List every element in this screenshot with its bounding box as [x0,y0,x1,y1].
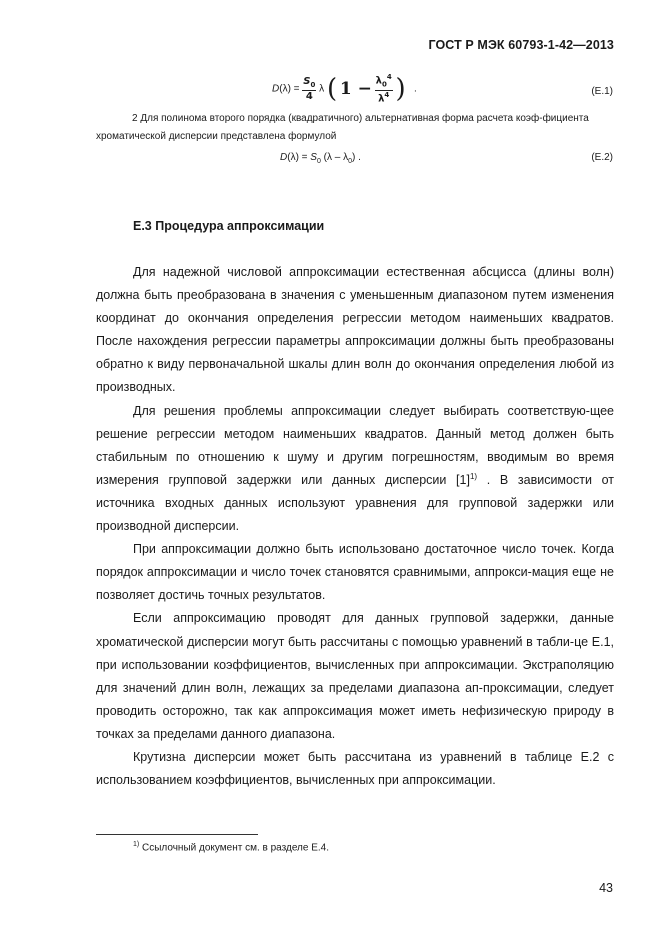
formula-e1-period: . [414,83,417,95]
body-text [96,261,614,792]
footnote-text: Ссылочный документ см. в разделе Е.4. [139,842,330,854]
paragraph-2: Для решения проблемы аппроксимации следует выбирать соответствую-щее решение регрессии методом наименьших квадратов. Данный метод должен быть стабильным по отношению к шуму и другим погрешностям, вводимым во время измерения групповой задержки или данных дисперсии $[1]^{1)}$ . В зависимости от источника входных данных используют уравнения для групповой задержки или производной дисперсии. [96,403,614,534]
formula-e1-right-paren: ) [395,74,406,104]
formula-e1-coefficient: $\frac{S_0}{4}$ [303,75,316,102]
footnote-mark: 1) [133,841,140,848]
page-number: 43 [599,881,613,895]
formula-e1-lambda: λ [319,83,325,95]
paragraph-4: Если аппроксимацию проводят для данных групповой задержки, данные хроматической дисперсии могут быть рассчитаны с помощью уравнений в табли-це Е.1, при использовании коэффициентов, вычисленных при аппроксимации. Экстраполяцию для значений длин волн, лежащих за пределами диапазона ап-проксимации, следует проводить осторожно, так как аппроксимация может иметь нефизическую природу в точках за пределами данного диапазона. [96,611,614,741]
section-title: Е.3 Процедура аппроксимации [133,219,325,233]
paragraph-3: При аппроксимации должно быть использовано достаточное число точек. Когда порядок аппроксимации и число точек становятся сравнимыми, аппрокси-мация еще не позволяет достичь точных результатов. [96,542,614,603]
footnote-reference: 1) [469,471,478,481]
paragraph-1: Для надежной числовой аппроксимации естественная абсцисса (длины волн) должна быть преобразована в значения с уменьшенным диапазоном путем изменения координат до окончания определения регрессии методом наименьших квадратов. После нахождения регрессии параметры аппроксимации должны быть преобразованы обратно к виду первоначальной шкалы длин волн до окончания определения любой из производных. [96,265,614,395]
document-header: ГОСТ Р МЭК 60793-1-42—2013 [428,38,614,52]
formula-e1-left-paren: ( [326,74,338,104]
formula-e1-lhs: D(λ) = [272,83,300,95]
equation-number-e1: (E.1) [591,86,613,97]
formula-e1-fraction: $\frac{\lambda_0^4}{\lambda^4}$ [375,73,392,104]
formula-e1-one-minus: 1 − [339,79,372,99]
formula-e1 [272,74,417,104]
formula-e2: $D(\lambda) = S_0$ $(\lambda - \lambda_0)$ . [280,152,361,165]
footnote [133,841,329,853]
equation-number-e2: (E.2) [591,152,613,163]
note-2: 2 Для полинома второго порядка (квадратичного) альтернативная форма расчета коэф-фициента хроматической дисперсии представлена формулой [96,113,589,142]
paragraph-5: Крутизна дисперсии может быть рассчитана из уравнений в таблице Е.2 с использованием коэффициентов, вычисленных при аппроксимации. [96,749,614,788]
footnote-divider [96,834,258,835]
